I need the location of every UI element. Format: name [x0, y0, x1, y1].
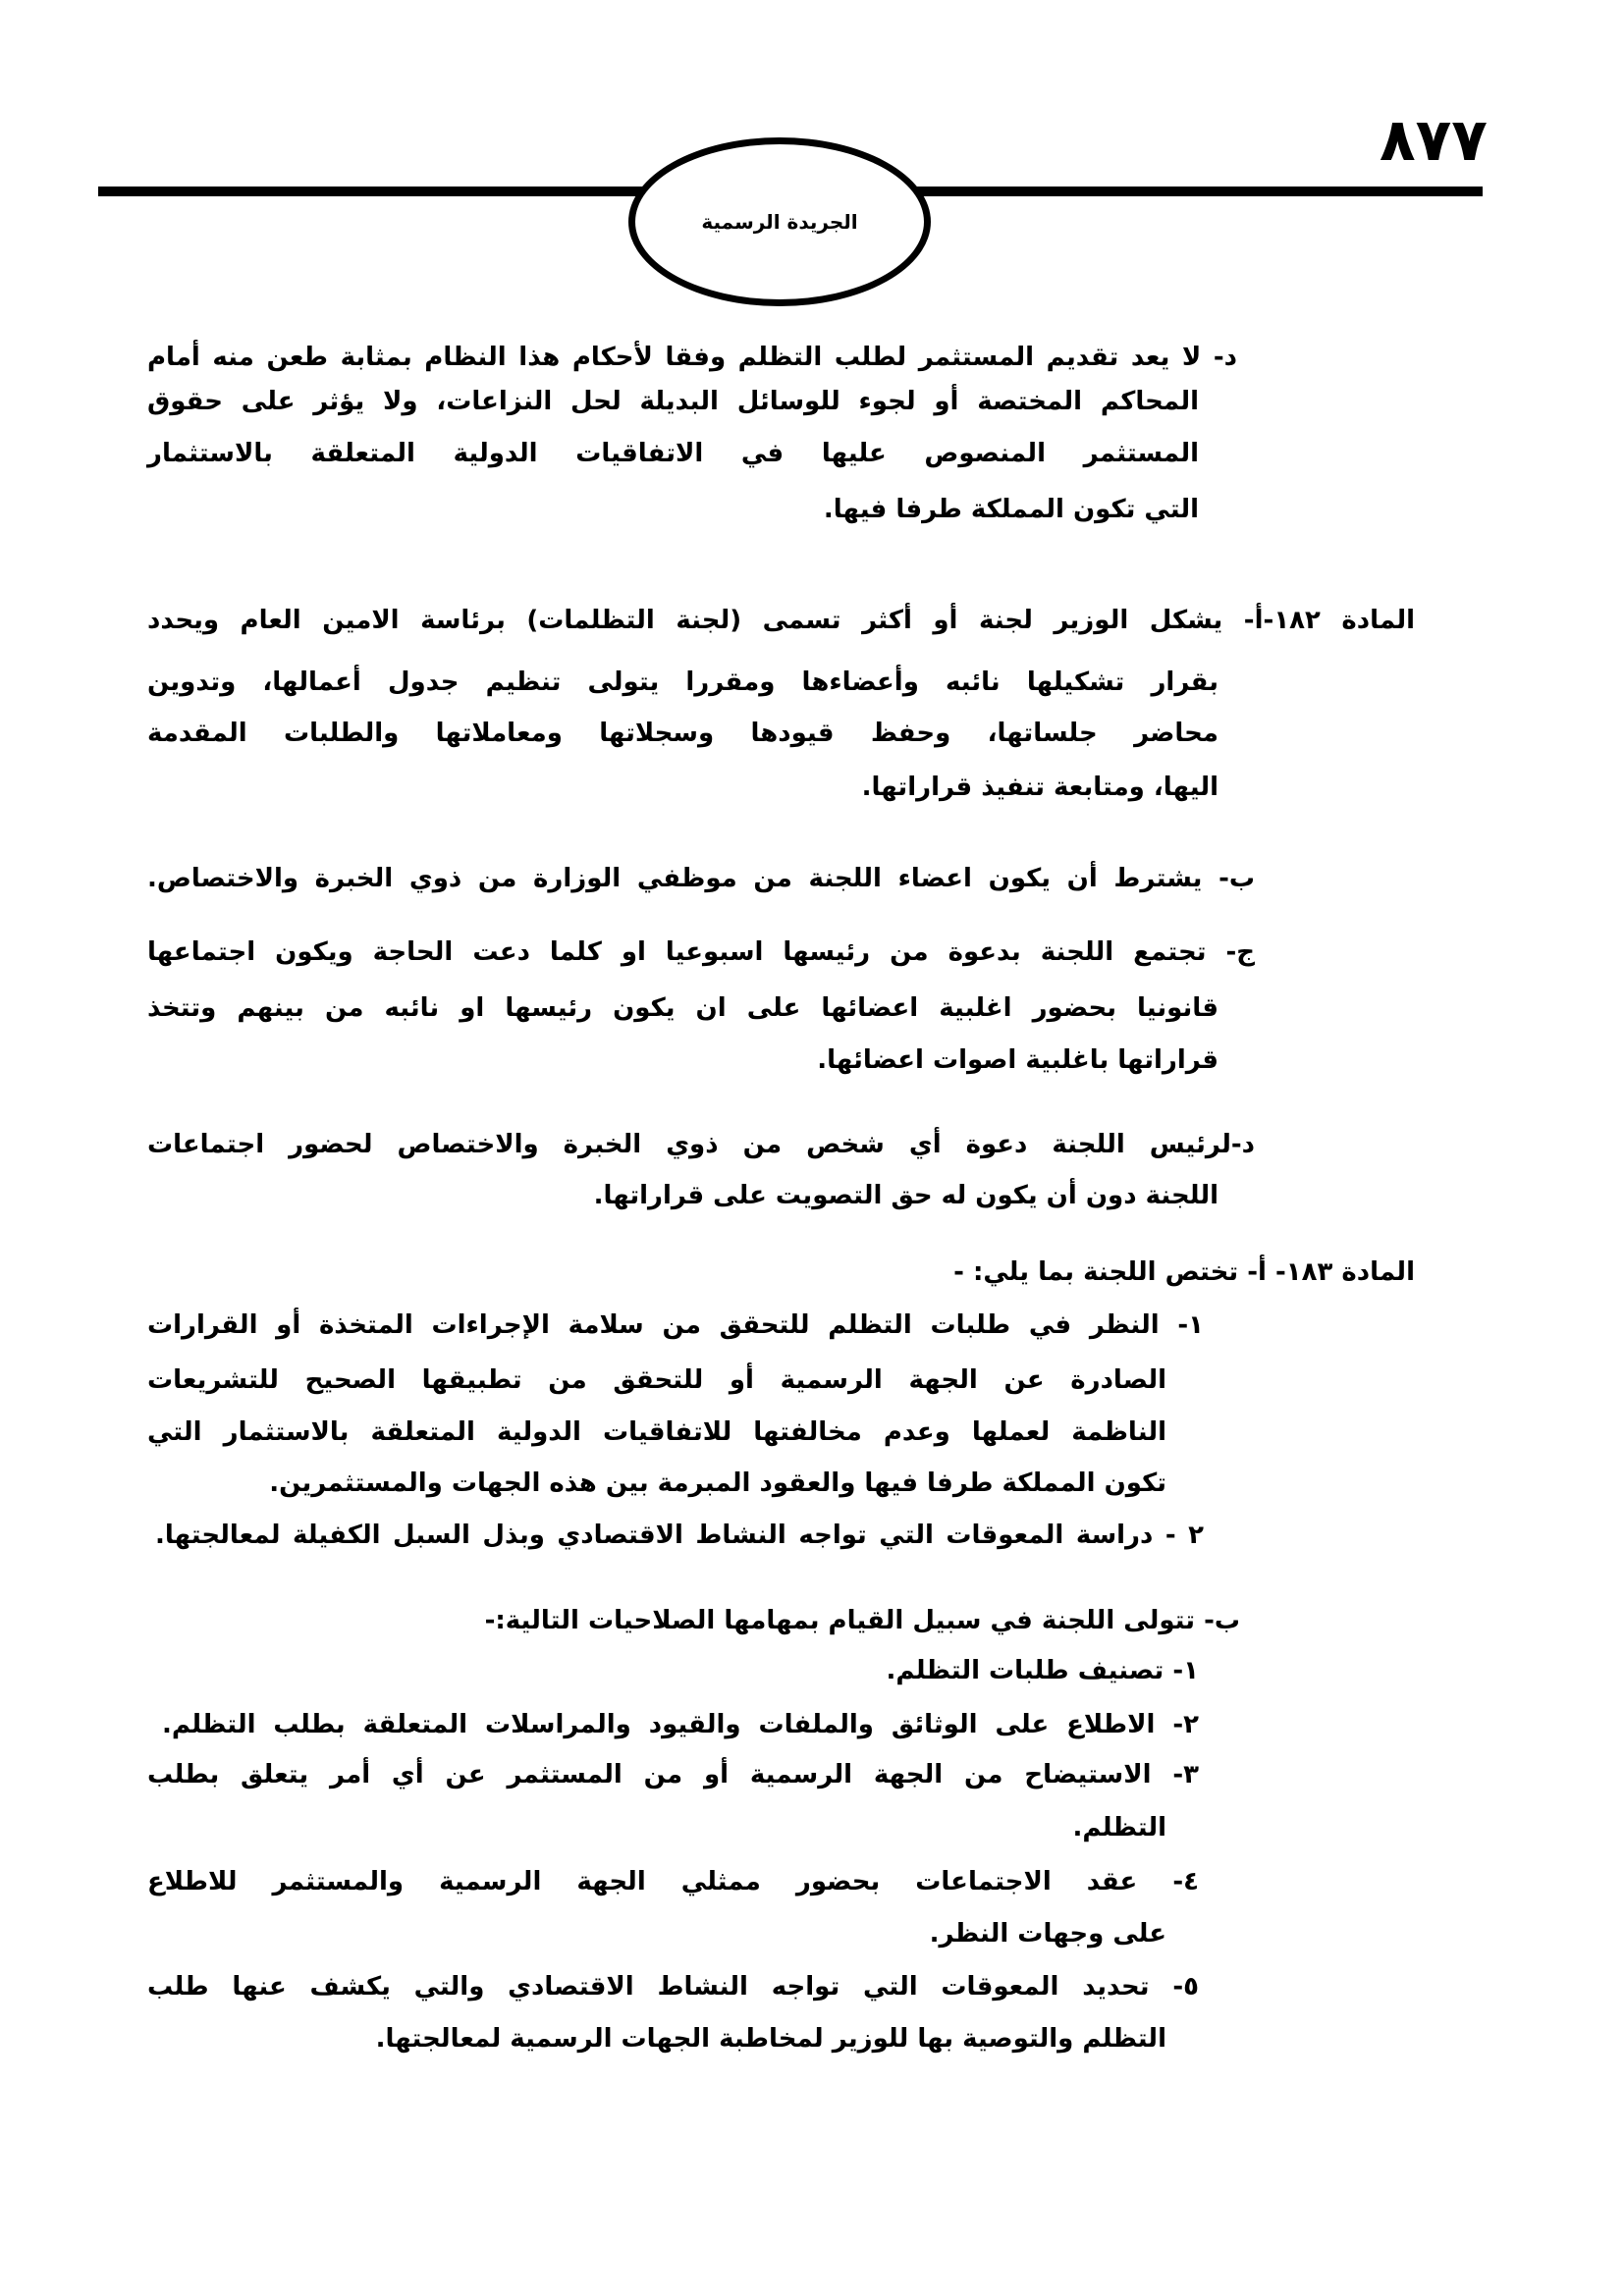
text-line: الصادرة عن الجهة الرسمية أو للتحقق من تطبيقها الصحيح للتشريعات: [147, 1365, 1166, 1395]
page-number: ٨٧٧: [1380, 106, 1488, 175]
text-line: ٢- الاطلاع على الوثائق والملفات والقيود والمراسلات المتعلقة بطلب التظلم.: [162, 1710, 1199, 1739]
text-line: تكون المملكة طرفا فيها والعقود المبرمة بين هذه الجهات والمستثمرين.: [269, 1468, 1166, 1498]
text-line: الناظمة لعملها وعدم مخالفتها للاتفاقيات الدولية المتعلقة بالاستثمار التي: [147, 1417, 1166, 1447]
text-line: ١- تصنيف طلبات التظلم.: [886, 1656, 1199, 1685]
text-line: ٢ - دراسة المعوقات التي تواجه النشاط الاقتصادي وبذل السبل الكفيلة لمعالجتها.: [155, 1521, 1204, 1550]
text-line: ب- يشترط أن يكون اعضاء اللجنة من موظفي الوزارة من ذوي الخبرة والاختصاص.: [147, 864, 1255, 893]
text-line: اليها، ومتابعة تنفيذ قراراتها.: [861, 773, 1218, 802]
text-line: محاضر جلساتها، وحفظ قيودها وسجلاتها ومعاملاتها والطلبات المقدمة: [147, 719, 1218, 748]
text-line: قانونيا بحضور اغلبية اعضائها على ان يكون رئيسها او نائبه من بينهم وتتخذ: [147, 993, 1218, 1023]
text-line: التظلم والتوصية بها للوزير لمخاطبة الجهات الرسمية لمعالجتها.: [375, 2024, 1166, 2054]
text-line: ٥- تحديد المعوقات التي تواجه النشاط الاقتصادي والتي يكشف عنها طلب: [147, 1972, 1199, 2002]
gazette-title: الجريدة الرسمية: [701, 210, 858, 234]
text-line: قراراتها باغلبية اصوات اعضائها.: [817, 1045, 1218, 1075]
text-line: ٣- الاستيضاح من الجهة الرسمية أو من المستثمر عن أي أمر يتعلق بطلب: [147, 1760, 1199, 1789]
text-line: المستثمر المنصوص عليها في الاتفاقيات الدولية المتعلقة بالاستثمار: [147, 439, 1199, 468]
text-line: ج- تجتمع اللجنة بدعوة من رئيسها اسبوعيا او كلما دعت الحاجة ويكون اجتماعها: [147, 937, 1255, 967]
text-line: على وجهات النظر.: [929, 1919, 1166, 1949]
header-emblem: [628, 137, 931, 306]
text-line: بقرار تشكيلها نائبه وأعضاءها ومقررا يتولى تنظيم جدول أعمالها، وتدوين: [147, 667, 1218, 697]
text-line: د- لا يعد تقديم المستثمر لطلب التظلم وفقا لأحكام هذا النظام بمثابة طعن منه أمام: [147, 343, 1237, 372]
article-183-heading: المادة ١٨٣- أ- تختص اللجنة بما يلي: -: [953, 1257, 1415, 1287]
text-line: د-لرئيس اللجنة دعوة أي شخص من ذوي الخبرة والاختصاص لحضور اجتماعات: [147, 1130, 1255, 1159]
text-line: التظلم.: [1072, 1813, 1166, 1842]
article-182-heading: المادة ١٨٢-أ- يشكل الوزير لجنة أو أكثر تسمى (لجنة التظلمات) برئاسة الامين العام ويحدد: [147, 606, 1415, 635]
text-line: المحاكم المختصة أو لجوء للوسائل البديلة لحل النزاعات، ولا يؤثر على حقوق: [147, 387, 1199, 416]
text-line: ١- النظر في طلبات التظلم للتحقق من سلامة الإجراءات المتخذة أو القرارات: [147, 1310, 1204, 1340]
text-line: ب- تتولى اللجنة في سبيل القيام بمهامها الصلاحيات التالية:-: [484, 1606, 1240, 1635]
text-line: التي تكون المملكة طرفا فيها.: [823, 495, 1199, 524]
text-line: اللجنة دون أن يكون له حق التصويت على قراراتها.: [593, 1181, 1218, 1210]
text-line: ٤- عقد الاجتماعات بحضور ممثلي الجهة الرسمية والمستثمر للاطلاع: [147, 1867, 1199, 1896]
